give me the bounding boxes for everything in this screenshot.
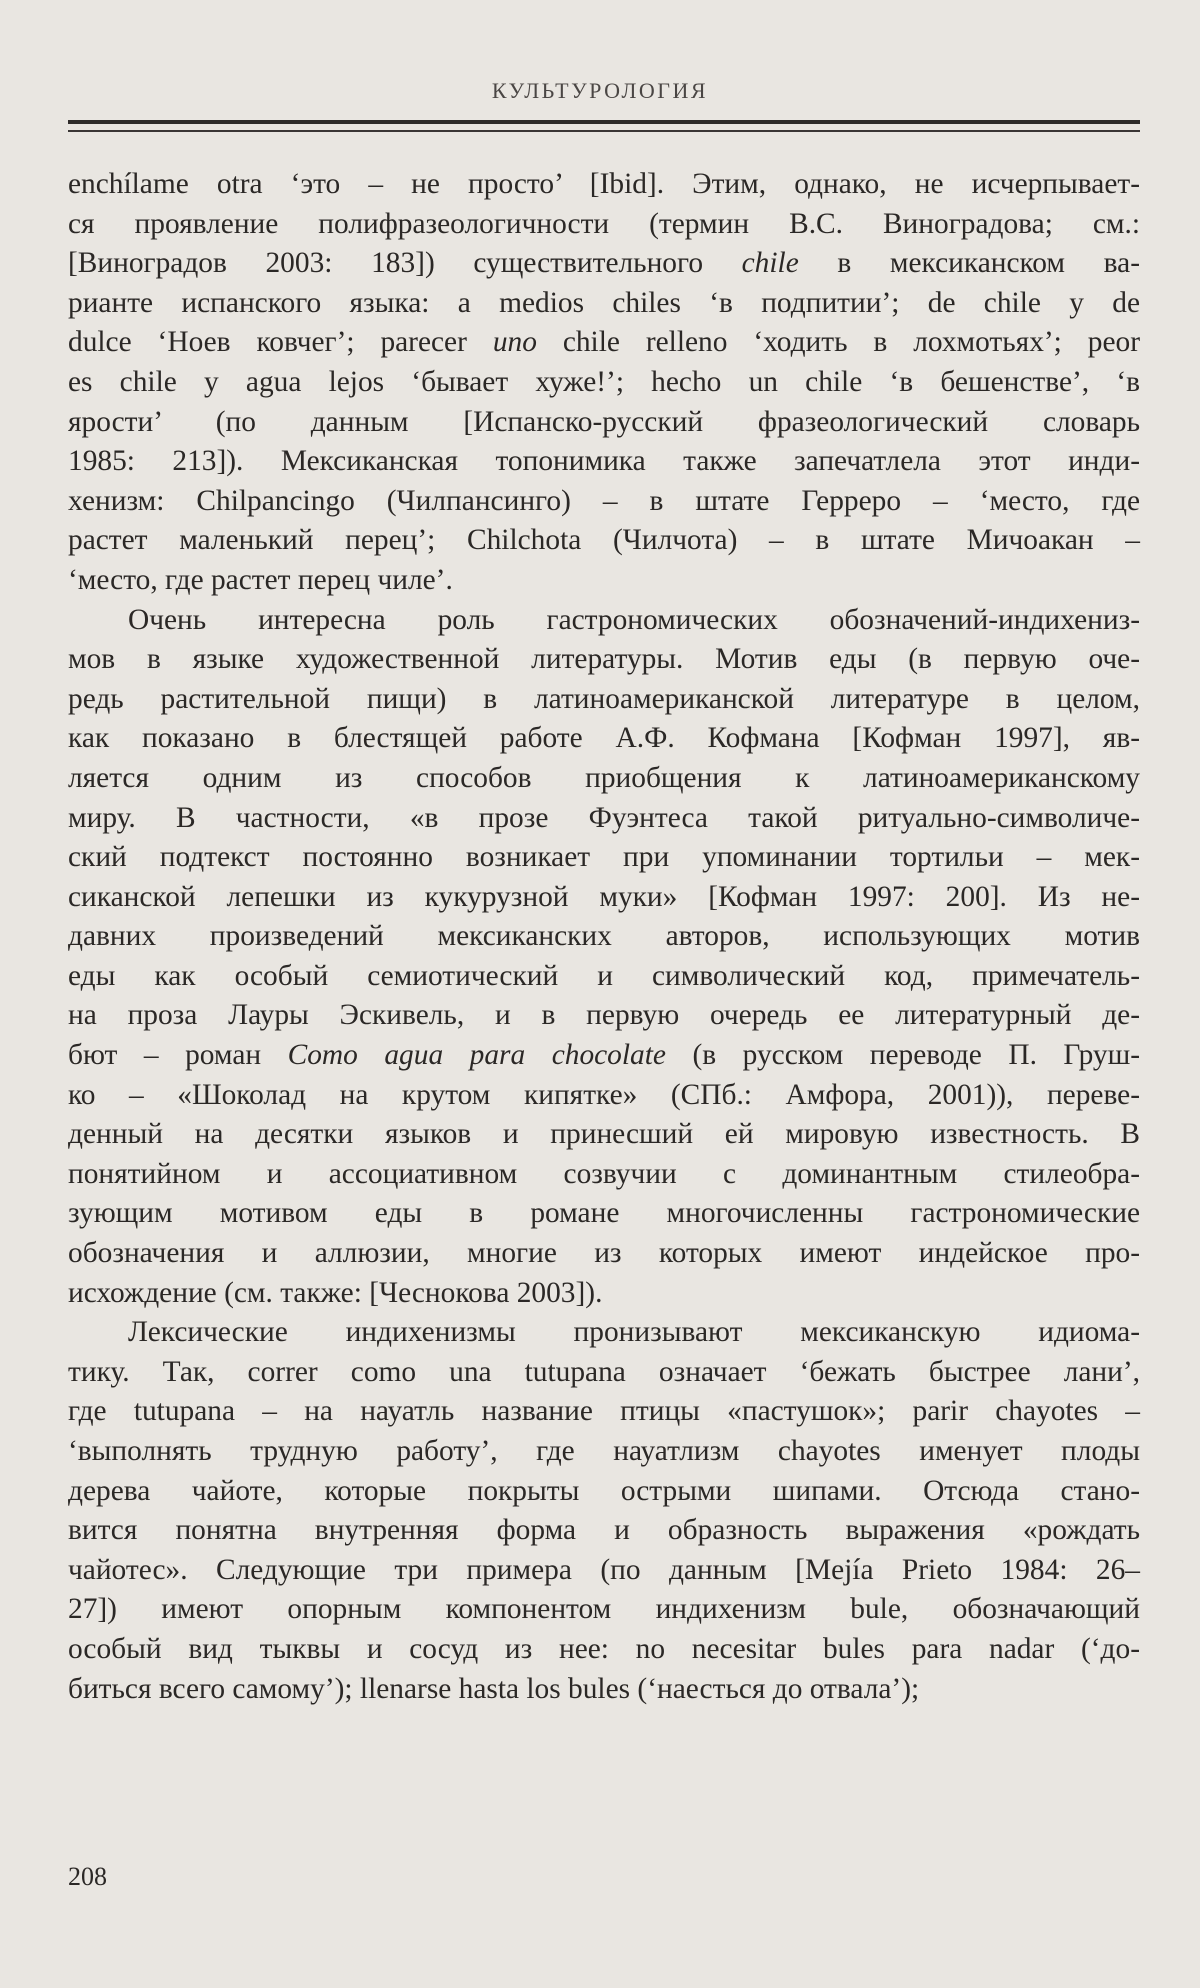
text-line: хенизм: Chilpancingo (Чилпансинго) – в штате Герреро – ‘место, где (68, 484, 1140, 517)
text-line: сиканской лепешки из кукурузной муки» [Кофман 1997: 200]. Из не- (68, 880, 1140, 913)
text-line: мов в языке художественной литературы. Мотив еды (в первую оче- (68, 643, 1140, 676)
text-line: ся проявление полифразеологичности (термин В.С. Виноградова; см.: (68, 207, 1140, 240)
text-line: dulce ‘Ноев ковчег’; parecer uno chile relleno ‘ходить в лохмотьях’; peor (68, 326, 1140, 359)
text-line: тику. Так, correr como una tutupana означает ‘бежать быстрее лани’, (68, 1355, 1140, 1388)
text-line: обозначения и аллюзии, многие из которых имеют индейское про- (68, 1237, 1140, 1270)
text-line: миру. В частности, «в прозе Фуэнтеса такой ритуально-символиче- (68, 801, 1140, 834)
text-line: редь растительной пищи) в латиноамериканской литературе в целом, (68, 682, 1140, 715)
header-rule-thin (68, 130, 1140, 132)
text-line: особый вид тыквы и сосуд из нее: no necesitar bules para nadar (‘до- (68, 1632, 1140, 1665)
text-line: исхождение (см. также: [Чеснокова 2003]). (68, 1276, 603, 1309)
text-line: понятийном и ассоциативном созвучии с доминантным стилеобра- (68, 1157, 1140, 1190)
text-line: вится понятна внутренняя форма и образность выражения «рождать (68, 1514, 1140, 1547)
text-line: биться всего самому’); llenarse hasta los bules (‘наесться до отвала’); (68, 1672, 920, 1705)
text-line: где tutupana – на науатль название птицы «пастушок»; parir chayotes – (68, 1395, 1140, 1428)
text-line: ярости’ (по данным [Испанско-русский фразеологический словарь (68, 405, 1140, 438)
text-line: денный на десятки языков и принесший ей мировую известность. В (68, 1118, 1140, 1151)
paragraph (68, 601, 1140, 1314)
text-line: enchílame otra ‘это – не просто’ [Ibid]. Этим, однако, не исчерпывает- (68, 168, 1140, 200)
text-line: ляется одним из способов приобщения к латиноамериканскому (68, 761, 1140, 794)
paragraph (68, 1313, 1140, 1709)
text-line: рианте испанского языка: a medios chiles ‘в подпитии’; de chile y de (68, 286, 1140, 319)
text-line: дерева чайоте, которые покрыты острыми шипами. Отсюда стано- (68, 1474, 1140, 1507)
running-head: КУЛЬТУРОЛОГИЯ (491, 78, 709, 103)
text-line: зующим мотивом еды в романе многочисленны гастрономические (68, 1197, 1140, 1230)
text-line: ‘выполнять трудную работу’, где науатлизм chayotes именует плоды (68, 1435, 1140, 1467)
text-line: ‘место, где растет перец чиле’. (68, 563, 453, 596)
text-line: давних произведений мексиканских авторов, использующих мотив (68, 920, 1140, 953)
text-line: 27]) имеют опорным компонентом индихенизм bule, обозначающий (68, 1593, 1140, 1626)
text-line: es chile y agua lejos ‘бывает хуже!’; hecho un chile ‘в бешенстве’, ‘в (68, 365, 1140, 398)
paragraph (68, 165, 1140, 601)
text-line: растет маленький перец’; Chilchota (Чилчота) – в штате Мичоакан – (68, 524, 1140, 557)
text-line: ко – «Шоколад на крутом кипятке» (СПб.: Амфора, 2001)), переве- (68, 1078, 1140, 1111)
text-line: еды как особый семиотический и символический код, примечатель- (68, 959, 1140, 992)
text-line: чайотес». Следующие три примера (по данным [Mejía Prieto 1984: 26– (68, 1553, 1140, 1586)
header-rule-thick (68, 120, 1140, 124)
text-line: Очень интересна роль гастрономических обозначений-индихениз- (128, 603, 1140, 636)
text-line: Лексические индихенизмы пронизывают мексиканскую идиома- (128, 1316, 1140, 1349)
text-line: на проза Лауры Эскивель, и в первую очередь ее литературный де- (68, 999, 1140, 1032)
text-line: [Виноградов 2003: 183]) существительного chile в мексиканском ва- (68, 247, 1140, 280)
text-line: 1985: 213]). Мексиканская топонимика также запечатлела этот инди- (68, 445, 1140, 478)
text-line: ский подтекст постоянно возникает при упоминании тортильи – мек- (68, 841, 1140, 874)
body-text (68, 165, 1140, 1709)
text-line: как показано в блестящей работе А.Ф. Кофмана [Кофман 1997], яв- (68, 722, 1140, 755)
text-line: бют – роман Como agua para chocolate (в русском переводе П. Груш- (68, 1039, 1140, 1072)
page-number: 208 (68, 1862, 107, 1891)
